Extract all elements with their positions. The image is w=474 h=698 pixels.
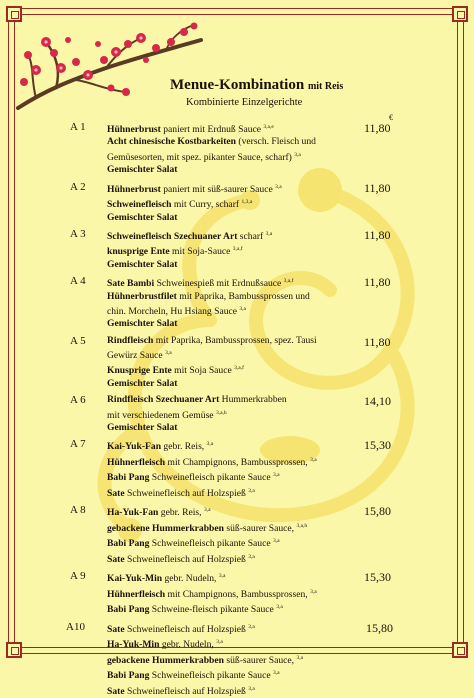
dish-detail: Schweine-fleisch pikante Sauce: [149, 604, 277, 616]
menu-entry-code: A 2: [70, 180, 86, 193]
allergen-codes: 3,a: [216, 639, 223, 646]
currency-symbol: €: [389, 113, 393, 122]
dish-name: Kai-Yuk-Min: [107, 573, 163, 585]
dish-name: Hühnerfleisch: [107, 588, 166, 600]
dish-detail: mit Champignons, Bambussprossen,: [165, 456, 311, 468]
dish-name: gebackene Hummerkrabben: [107, 522, 224, 534]
dish-detail: gebr. Nudeln,: [162, 573, 219, 585]
dish-detail: süß-saurer Sauce,: [224, 654, 297, 666]
menu-title: [170, 77, 343, 94]
menu-entry-code: A 6: [70, 394, 86, 407]
description-line: [107, 535, 352, 550]
menu-entry: [0, 504, 474, 566]
menu-entry-price: 15,80: [364, 504, 391, 519]
allergen-codes: 3,a: [310, 588, 317, 595]
dish-name: Gemischter Salat: [107, 164, 178, 176]
description-line: [107, 652, 352, 667]
menu-title-main: Menue-Kombination: [170, 77, 305, 93]
description-line: [107, 683, 352, 698]
description-line: [107, 347, 352, 362]
dish-name: Schweinefleisch Szechuaner Art: [107, 231, 238, 243]
description-line: [107, 164, 352, 176]
dish-detail: Schweinefleisch pikante Sauce: [149, 670, 273, 682]
allergen-codes: 3,a: [248, 553, 255, 560]
menu-entry-description: [107, 335, 352, 391]
description-line: [107, 335, 352, 347]
menu-entry-price: 15,30: [364, 570, 391, 585]
allergen-codes: 3,a: [248, 685, 255, 692]
menu-subtitle: Kombinierte Einzelgerichte: [186, 97, 303, 108]
dish-name: Babi Pang: [107, 670, 150, 682]
description-line: [107, 362, 352, 377]
description-line: [107, 469, 352, 484]
dish-detail: paniert mit süß-saurer Sauce: [160, 183, 276, 195]
menu-entry-description: [107, 621, 352, 698]
menu-entry: [0, 181, 474, 224]
menu-entry-code: A 5: [70, 334, 86, 347]
dish-name: Sate: [107, 685, 125, 697]
menu-entry-price: 11,80: [364, 227, 391, 242]
menu-entry-description: [107, 438, 352, 500]
dish-detail: mit Curry, scharf: [171, 199, 242, 211]
dish-name: Gemischter Salat: [107, 377, 178, 389]
dish-name: Ha-Yuk-Fan: [107, 507, 159, 519]
menu-entry-price: 15,30: [364, 438, 391, 453]
dish-detail: mit Paprika, Bambussprossen, spez. Tausi: [153, 334, 317, 346]
menu-entry-price: 14,10: [364, 394, 391, 409]
description-line: [107, 303, 352, 318]
allergen-codes: 3,a: [218, 573, 226, 580]
menu-entry: [0, 621, 474, 698]
menu-entry-code: A 8: [70, 504, 86, 517]
description-line: [107, 196, 352, 211]
allergen-codes: 3,a: [296, 654, 304, 661]
allergen-codes: 3,a: [273, 670, 280, 677]
menu-entry: [0, 275, 474, 331]
menu-entry: [0, 394, 474, 434]
description-line: [107, 485, 352, 500]
menu-entry-code: A 9: [70, 570, 86, 583]
menu-entry-description: [107, 570, 352, 616]
dish-detail: Schweinefleisch auf Holzspieß: [124, 553, 249, 565]
dish-name: Hühnerbrust: [107, 124, 161, 136]
description-line: [107, 394, 352, 406]
allergen-codes: 3,a,f: [234, 365, 244, 372]
description-line: [107, 520, 352, 535]
allergen-codes: 3,a,h: [296, 522, 308, 529]
description-line: [107, 504, 352, 519]
menu-entry-description: [107, 121, 352, 177]
dish-name: Ha-Yuk-Min: [107, 639, 160, 651]
menu-entry: [0, 335, 474, 391]
allergen-codes: 3,a: [273, 538, 280, 545]
dish-name: Schweinefleisch: [107, 199, 172, 211]
dish-name: Knusprige Ente: [107, 365, 172, 377]
dish-name: gebackene Hummerkrabben: [107, 654, 224, 666]
dish-detail: scharf: [237, 231, 266, 243]
menu-entry: [0, 121, 474, 177]
description-line: [107, 243, 352, 258]
dish-detail: Gemüsesorten, mit spez. pikanter Sauce, scharf): [107, 151, 295, 163]
dish-detail: süß-saurer Sauce,: [224, 522, 297, 534]
dish-name: Sate: [107, 553, 125, 565]
dish-detail: gebr. Reis,: [161, 441, 207, 453]
dish-name: knusprige Ente: [107, 246, 170, 258]
description-line: [107, 621, 352, 636]
dish-name: Sate: [107, 487, 125, 499]
menu-entry-price: 11,80: [364, 180, 391, 195]
description-line: [107, 407, 352, 422]
description-line: [107, 378, 352, 390]
allergen-codes: 3,a,e: [263, 124, 274, 130]
dish-detail: Schweinefleisch auf Holzspieß: [124, 487, 249, 499]
dish-name: Hühnerbrustfilet: [107, 290, 177, 302]
dish-detail: gebr. Nudeln,: [159, 639, 217, 651]
menu-entry-description: [107, 504, 352, 566]
menu-entry-description: [107, 394, 352, 434]
menu-entry-code: A 7: [70, 438, 86, 451]
allergen-codes: 3,a: [265, 230, 273, 237]
menu-list: [0, 121, 474, 698]
menu-title-suffix: mit Reis: [307, 81, 344, 92]
description-line: [107, 212, 352, 224]
description-line: [107, 454, 352, 469]
allergen-codes: 3,a: [294, 151, 301, 158]
description-line: [107, 291, 352, 303]
menu-entry-price: 11,80: [364, 334, 391, 349]
description-line: [107, 438, 352, 453]
description-line: [107, 570, 352, 585]
corner-ornament-top-right: [452, 6, 468, 22]
menu-entry-code: A10: [66, 620, 85, 633]
plum-blossom-branch: [16, 20, 206, 115]
dish-detail: mit Soja Sauce: [171, 365, 235, 377]
menu-entry-description: [107, 228, 352, 271]
dish-name: Rindfleisch Szechuaner Art: [107, 394, 220, 406]
menu-entry-code: A 1: [70, 121, 86, 133]
description-line: [107, 586, 352, 601]
allergen-codes: 1,3,a: [241, 199, 253, 206]
allergen-codes: 3,a,f: [283, 278, 294, 285]
dish-name: Sate: [107, 623, 125, 635]
dish-name: Hühnerbrust: [107, 183, 161, 195]
allergen-codes: 3,a: [310, 456, 317, 463]
dish-name: Gemischter Salat: [107, 258, 178, 270]
description-line: [107, 551, 352, 566]
dish-name: Kai-Yuk-Fan: [107, 441, 162, 453]
menu-entry: [0, 228, 474, 271]
dish-name: Babi Pang: [107, 472, 150, 484]
dish-detail: gebr. Reis,: [158, 507, 204, 519]
menu-entry-price: 15,80: [366, 620, 393, 635]
description-line: [107, 601, 352, 616]
menu-entry: [0, 570, 474, 616]
allergen-codes: 3,a: [206, 441, 214, 448]
dish-detail: Schweinefleisch auf Holzspieß: [124, 623, 249, 635]
allergen-codes: 3,a,h: [215, 409, 227, 416]
allergen-codes: 3,a: [248, 623, 255, 630]
description-line: [107, 181, 352, 196]
dish-name: Rindfleisch: [107, 334, 154, 346]
dish-name: Acht chinesische Kostbarkeiten: [107, 136, 236, 148]
dish-detail: mit verschiedenem Gemüse: [107, 409, 216, 421]
dish-detail: chin. Morcheln, Hu Hsiang Sauce: [107, 306, 240, 318]
description-line: [107, 259, 352, 271]
allergen-codes: 3,a: [239, 305, 246, 312]
description-line: [107, 636, 352, 651]
dish-detail: Schweinefleisch pikante Sauce: [149, 472, 273, 484]
description-line: [107, 136, 352, 148]
dish-detail: (versch. Fleisch und: [235, 136, 316, 148]
menu-entry-code: A 4: [70, 275, 86, 288]
dish-detail: Gewürz Sauce: [107, 350, 166, 362]
description-line: [107, 318, 352, 330]
dish-detail: Schweinespieß mit Erdnußsauce: [154, 278, 284, 290]
allergen-codes: 3,a: [203, 507, 211, 514]
dish-detail: paniert mit Erdnuß Sauce: [160, 124, 264, 136]
allergen-codes: 3,a: [248, 487, 255, 494]
dish-name: Babi Pang: [107, 538, 150, 550]
dish-name: Gemischter Salat: [107, 422, 178, 433]
dish-detail: mit Paprika, Bambussprossen und: [176, 290, 310, 302]
description-line: [107, 422, 352, 434]
allergen-codes: 3,a: [165, 349, 172, 356]
description-line: [107, 228, 352, 243]
dish-detail: Schweinefleisch auf Holzspieß: [124, 685, 249, 697]
description-line: [107, 667, 352, 682]
menu-entry-price: 11,80: [364, 121, 391, 135]
menu-entry-price: 11,80: [364, 275, 391, 290]
allergen-codes: 3,a: [273, 472, 280, 479]
description-line: [107, 149, 352, 164]
dish-detail: Schweinefleisch pikante Sauce: [149, 538, 273, 550]
dish-detail: mit Champignons, Bambussprossen,: [165, 588, 311, 600]
dish-detail: Hummerkrabben: [219, 394, 287, 406]
dish-name: Gemischter Salat: [107, 318, 178, 330]
menu-entry-description: [107, 275, 352, 331]
dish-name: Hühnerfleisch: [107, 456, 166, 468]
menu-entry: [0, 438, 474, 500]
dish-name: Gemischter Salat: [107, 211, 178, 223]
allergen-codes: 3,a: [276, 604, 283, 611]
dish-detail: mit Soja-Sauce: [169, 246, 233, 258]
description-line: [107, 121, 352, 136]
menu-entry-description: [107, 181, 352, 224]
dish-name: Babi Pang: [107, 604, 150, 616]
description-line: [107, 275, 352, 290]
menu-entry-code: A 3: [70, 227, 86, 240]
dish-name: Sate Bambi: [107, 278, 155, 290]
allergen-codes: 3,a: [275, 183, 282, 190]
allergen-codes: 3,a,f: [232, 246, 243, 253]
